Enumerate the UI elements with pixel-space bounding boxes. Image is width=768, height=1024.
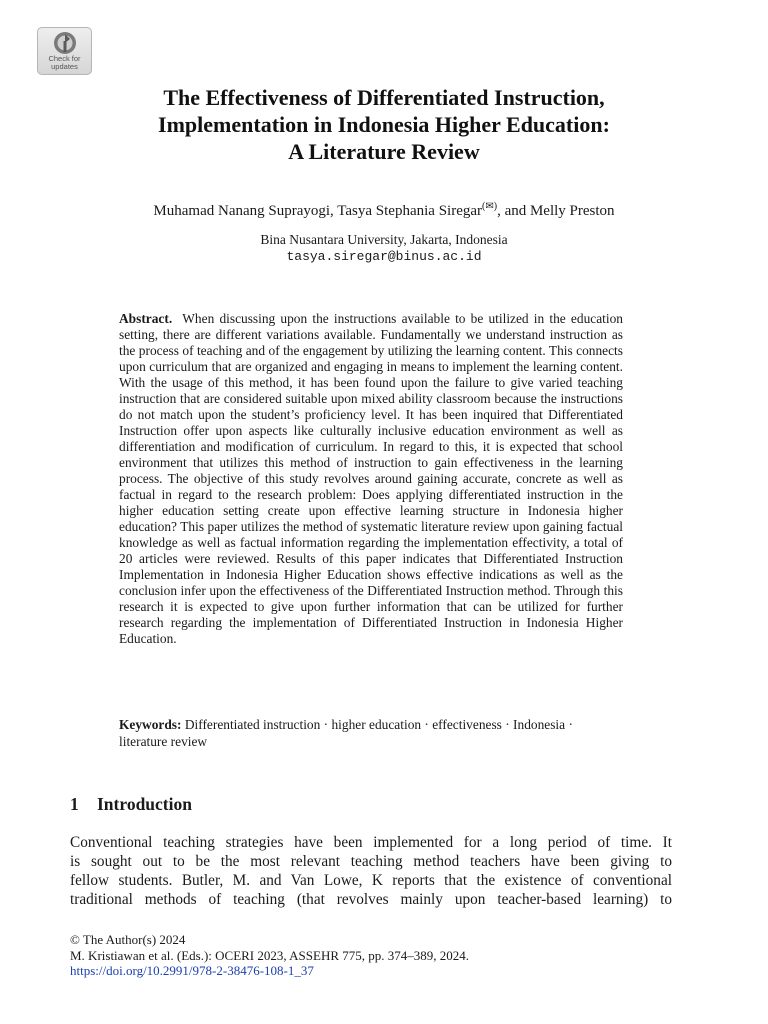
section-title: Introduction (97, 794, 192, 814)
corresponding-author-mark[interactable]: (✉) (482, 201, 498, 212)
affiliation: Bina Nusantara University, Jakarta, Indonesia (260, 232, 508, 247)
section-heading (70, 794, 192, 815)
title-line-3: A Literature Review (288, 139, 480, 164)
intro-line-3: fellow students. Butler, M. and Van Lowe, K reports that the existence of conventional (70, 872, 672, 889)
title-line-2: Implementation in Indonesia Higher Education: (158, 112, 610, 137)
intro-line-1: Conventional teaching strategies have been implemented for a long period of time. It (70, 834, 672, 851)
keywords-text: Differentiated instruction · higher education · effectiveness · Indonesia · literature review (119, 717, 573, 749)
check-for-updates-badge[interactable] (37, 27, 92, 75)
intro-line-2: is sought out to be the most relevant teaching method teachers have been giving to (70, 853, 672, 870)
title-line-1: The Effectiveness of Differentiated Instruction, (163, 85, 605, 110)
copyright-line: © The Author(s) 2024 (70, 932, 186, 947)
check-for-updates-icon (53, 31, 77, 55)
authors-after: , and Melly Preston (497, 203, 615, 219)
footer-citation (70, 932, 469, 979)
badge-label-line2: updates (51, 62, 78, 71)
doi-link[interactable]: https://doi.org/10.2991/978-2-38476-108-1_37 (70, 963, 314, 978)
abstract (119, 311, 623, 647)
section-number: 1 (70, 794, 79, 814)
author-list (0, 198, 768, 220)
abstract-text: When discussing upon the instructions available to be utilized in the education setting, there are different variations available. Fundamentally we understand instruction as the process of teaching and of the engagement by utilizing the learning content. This connects upon curriculum that are organized and engaging in means to implement the learning content. With the usage of this method, it has been found upon the failure to give varied teaching instruction that are considered suitable upon mixed ability classroom because the instructions do not match upon the student’s proficiency level. It has been inquired that Differentiated Instruction offer upon aspects like culturally inclusive education environment as well as differentiation and modification of curriculum. In regard to this, it is expected that school environment that utilizes this method of instruction to gain effectiveness in the learning process. The objective of this study revolves around gaining accurate, concrete as well as factual in regard to the research problem: Does applying differentiated instruction in the higher education setting create upon effective learning structure in Indonesia higher education? This paper utilizes the method of systematic literature review upon gaining factual knowledge as well as factual information regarding the implementation effectivity, a total of 20 articles were reviewed. Results of this paper indicates that Differentiated Instruction Implementation in Indonesia Higher Education shows effective indications as well as the conclusion infer upon the effectiveness of the Differentiated Instruction method. Through this research it is expected to give upon further information that can be utilized for further research regarding the implementation of Differentiated Instruction in Indonesia Higher Education. (119, 311, 623, 646)
introduction-paragraph (70, 833, 672, 909)
authors-before: Muhamad Nanang Suprayogi, Tasya Stephania Siregar (153, 203, 483, 219)
intro-line-4: traditional methods of teaching (that revolves mainly upon teacher-based learning) to (70, 891, 672, 908)
badge-label-line1: Check for (48, 54, 81, 63)
keywords-label: Keywords: (119, 717, 182, 732)
keywords (119, 716, 623, 750)
citation-line: M. Kristiawan et al. (Eds.): OCERI 2023, ASSEHR 775, pp. 374–389, 2024. (70, 947, 470, 963)
abstract-label: Abstract. (119, 311, 173, 326)
paper-title (0, 84, 768, 165)
author-email[interactable]: tasya.siregar@binus.ac.id (286, 249, 482, 264)
